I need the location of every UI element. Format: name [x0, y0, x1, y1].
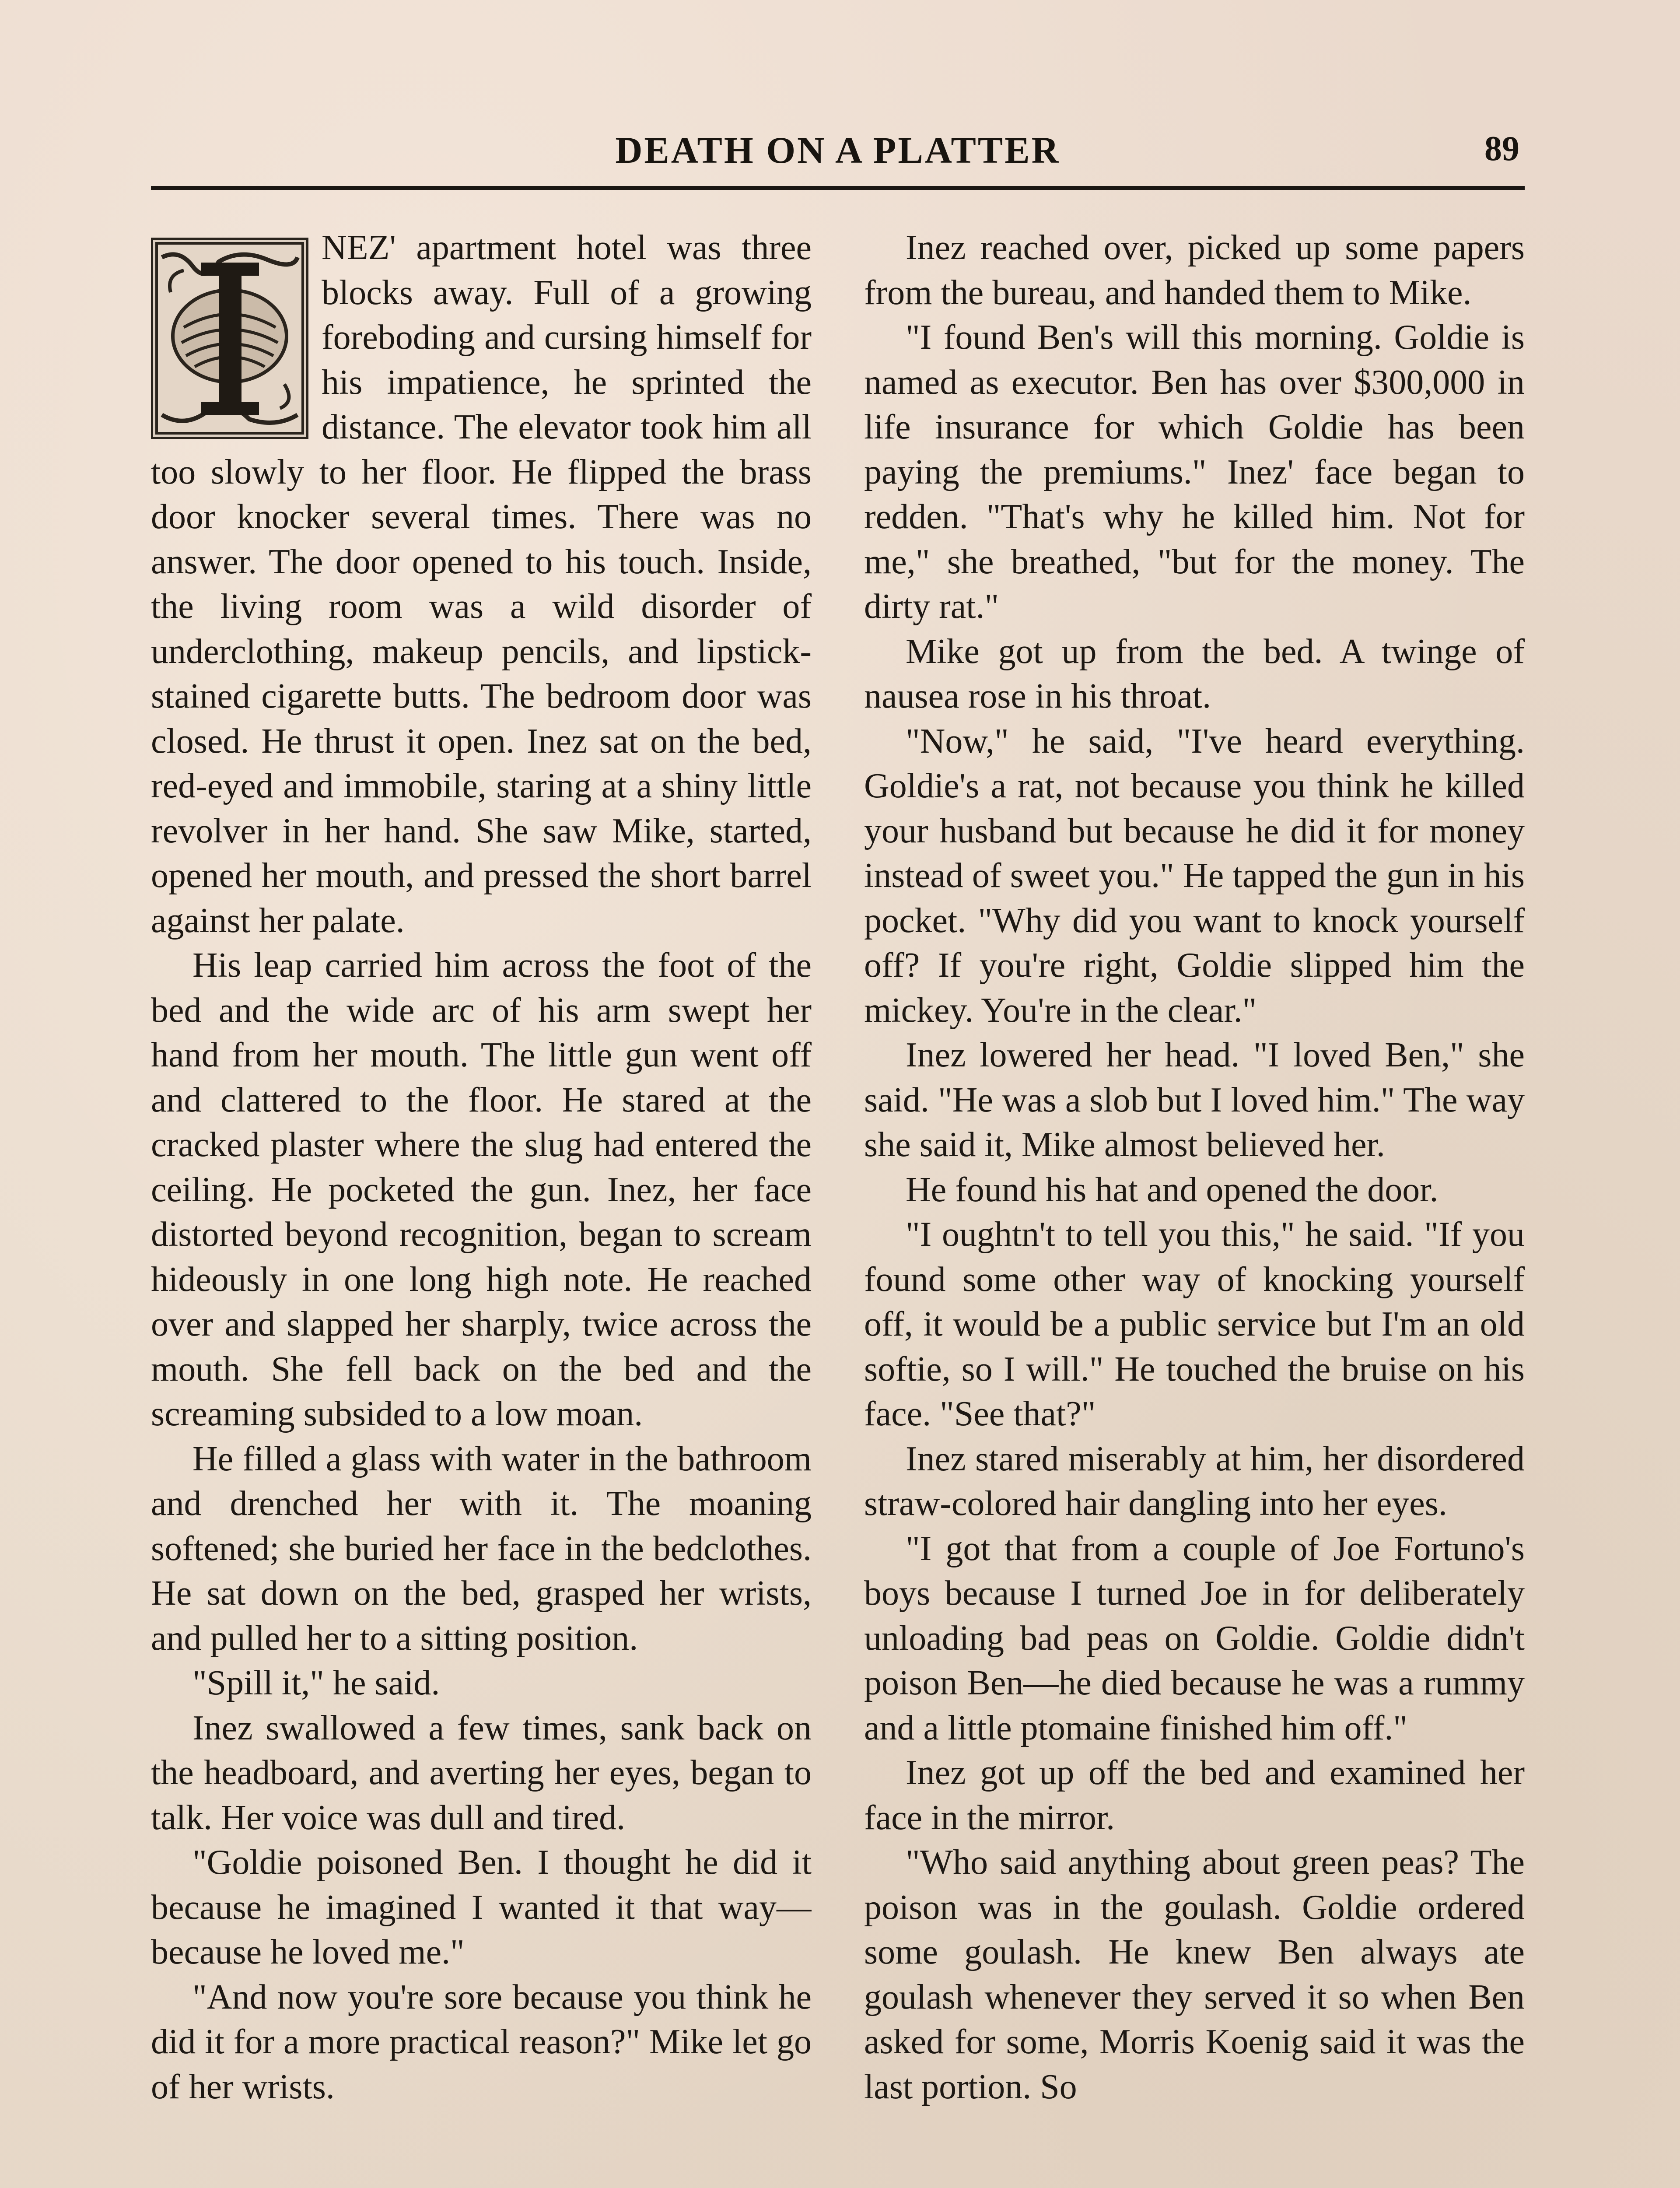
paragraph: Inez reached over, picked up some papers from the bureau, and handed them to Mike.	[864, 228, 1525, 312]
paragraph: "Who said anything about green peas? The poison was in the goulash. Goldie ordered some goulash. He knew Ben always ate goulash whenever they served it so when Ben asked for some, Morris Koenig said it was the last portion. So	[864, 1843, 1525, 2106]
drop-cap-graphic	[153, 240, 306, 437]
paragraph: "I found Ben's will this morning. Goldie is named as executor. Ben has over $300,000 in life insurance for which Goldie has been paying the premiums." Inez' face began to redden. "That's why he killed him. Not for me," she breathed, "but for the money. The dirty rat."	[864, 318, 1525, 626]
drop-cap-woodcut-icon	[151, 238, 308, 439]
text-column-left	[151, 225, 812, 2188]
page-header	[151, 125, 1525, 190]
text-column-right	[864, 225, 1525, 2188]
paragraph: Inez swallowed a few times, sank back on the headboard, and averting her eyes, began to talk. Her voice was dull and tired.	[151, 1708, 812, 1837]
paragraph: "Now," he said, "I've heard everything. Goldie's a rat, not because you think he killed your husband but because he did it for money instead of sweet you." He tapped the gun in his pocket. "Why did you want to knock yourself off? If you're right, Goldie slipped him the mickey. You're in the clear."	[864, 722, 1525, 1030]
paragraph: "Goldie poisoned Ben. I thought he did it because he imagined I wanted it that way—because he loved me."	[151, 1843, 812, 1971]
paragraph: Mike got up from the bed. A twinge of nausea rose in his throat.	[864, 632, 1525, 715]
paragraph: Inez got up off the bed and examined her face in the mirror.	[864, 1753, 1525, 1837]
paragraph: His leap carried him across the foot of the bed and the wide arc of his arm swept her hand from her mouth. The little gun went off and clattered to the floor. He stared at the cracked plaster where the slug had entered the ceiling. He pocketed the gun. Inez, her face distorted beyond recognition, began to scream hideously in one long high note. He reached over and slapped her sharply, twice across the mouth. She fell back on the bed and the screaming subsided to a low moan.	[151, 946, 812, 1433]
paragraph: Inez stared miserably at him, her disordered straw-colored hair dangling into her eyes.	[864, 1439, 1525, 1523]
paragraph: He filled a glass with water in the bathroom and drenched her with it. The moaning softened; she buried her face in the bedclothes. He sat down on the bed, grasped her wrists, and pulled her to a sitting position.	[151, 1439, 812, 1658]
paragraph: "And now you're sore because you think he did it for a more practical reason?" Mike let go of her wrists.	[151, 1978, 812, 2106]
running-head: DEATH ON A PLATTER	[615, 129, 1060, 171]
paragraph: NEZ' apartment hotel was three blocks away. Full of a growing foreboding and cursing himself for his impatience, he sprinted the distance. The elevator took him all too slowly to her floor. He flipped the brass door knocker several times. There was no answer. The door opened to his touch. Inside, the living room was a wild disorder of underclothing, makeup pencils, and lipstick-stained cigarette butts. The bedroom door was closed. He thrust it open. Inez sat on the bed, red-eyed and immobile, staring at a shiny little revolver in her hand. She saw Mike, started, opened her mouth, and pressed the short barrel against her palate.	[151, 228, 812, 940]
paragraph: "Spill it," he said.	[192, 1664, 440, 1702]
page-number: 89	[1484, 130, 1519, 168]
paragraph: "I got that from a couple of Joe Fortuno's boys because I turned Joe in for deliberately unloading bad peas on Goldie. Goldie didn't poison Ben—he died because he was a rummy and a little ptomaine finished him off."	[864, 1529, 1525, 1747]
paragraph: Inez lowered her head. "I loved Ben," she said. "He was a slob but I loved him." The way she said it, Mike almost believed her.	[864, 1036, 1525, 1164]
paragraph: "I oughtn't to tell you this," he said. "If you found some other way of knocking yourself off, it would be a public service but I'm an old softie, so I will." He touched the bruise on his face. "See that?"	[864, 1215, 1525, 1433]
paragraph: He found his hat and opened the door.	[906, 1170, 1438, 1209]
